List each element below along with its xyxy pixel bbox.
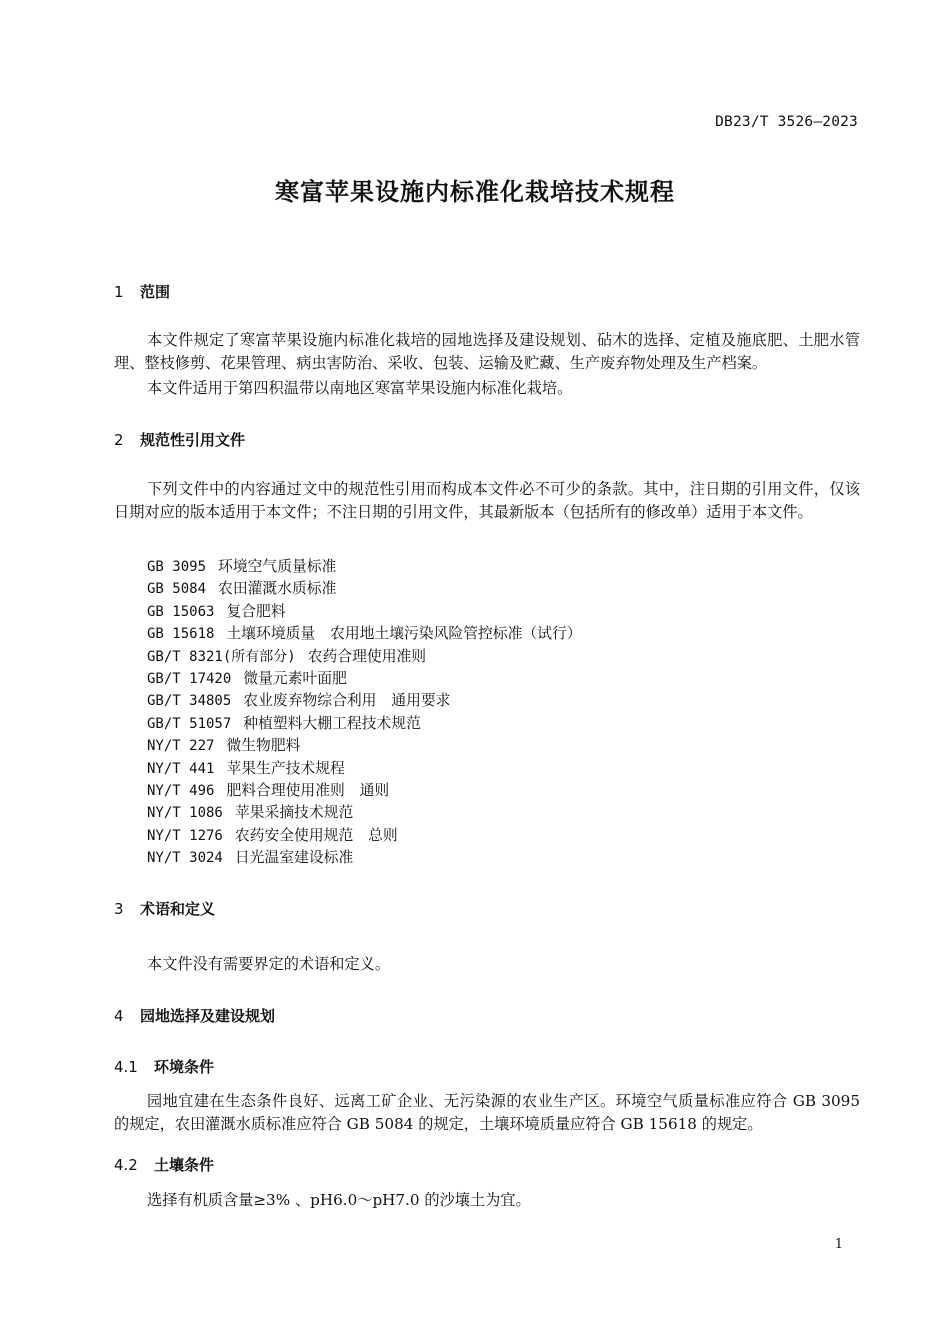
reference-item <box>147 802 582 824</box>
section-2-heading <box>114 429 245 450</box>
reference-item <box>147 578 582 600</box>
document-title: 寒富苹果设施内标准化栽培技术规程 <box>275 178 675 206</box>
reference-name: 土壤环境质量 农用地土壤污染风险管控标准（试行） <box>226 625 582 643</box>
reference-item <box>147 668 582 690</box>
reference-code: NY/T 1276 <box>147 827 223 844</box>
section-title: 规范性引用文件 <box>140 431 246 449</box>
section-3-paragraph-1: 本文件没有需要界定的术语和定义。 <box>147 955 390 973</box>
reference-code: GB/T 17420 <box>147 671 232 688</box>
reference-name: 微生物肥料 <box>226 737 301 755</box>
reference-name: 农田灌溉水质标准 <box>218 580 337 598</box>
reference-item <box>147 713 582 735</box>
reference-code: GB/T 51057 <box>147 715 232 732</box>
section-4-1-heading <box>114 1056 214 1077</box>
section-2-paragraph-1: 下列文件中的内容通过文中的规范性引用而构成本文件必不可少的条款。其中，注日期的引用文件，仅该日期对应的版本适用于本文件；不注日期的引用文件，其最新版本（包括所有的修改单）适用于本文件。 <box>114 480 860 521</box>
section-number: 4 <box>114 1007 124 1025</box>
reference-code: GB/T 34805 <box>147 693 232 710</box>
section-1-paragraph-1: 本文件规定了寒富苹果设施内标准化栽培的园地选择及建设规划、砧木的选择、定植及施底肥、土肥水管理、整枝修剪、花果管理、病虫害防治、采收、包装、运输及贮藏、生产废弃物处理及生产档案。 <box>114 331 860 372</box>
reference-name: 农药合理使用准则 <box>307 647 427 665</box>
section-number: 3 <box>114 900 124 918</box>
reference-code: NY/T 496 <box>147 783 215 800</box>
reference-name: 日光温室建设标准 <box>234 849 354 867</box>
page-number: 1 <box>834 1237 843 1252</box>
section-1-heading <box>114 281 170 302</box>
reference-name: 农业废弃物综合利用 通用要求 <box>243 692 451 710</box>
reference-name: 种植塑料大棚工程技术规范 <box>243 714 421 732</box>
reference-item <box>147 623 582 645</box>
section-number: 4.1 <box>114 1058 138 1076</box>
reference-item <box>147 556 582 578</box>
reference-item <box>147 646 582 668</box>
reference-code: GB/T 8321(所有部分) <box>147 648 296 665</box>
section-3-heading <box>114 898 215 919</box>
reference-name: 苹果生产技术规程 <box>226 759 345 777</box>
reference-code: GB 3095 <box>147 559 207 575</box>
section-number: 2 <box>114 431 124 449</box>
reference-code: GB 5084 <box>147 581 207 598</box>
section-title: 土壤条件 <box>154 1156 215 1174</box>
section-4-heading <box>114 1005 275 1026</box>
standard-id: DB23/T 3526—2023 <box>715 114 858 130</box>
reference-code: NY/T 227 <box>147 738 215 755</box>
section-title: 范围 <box>140 283 171 301</box>
reference-name: 环境空气质量标准 <box>218 558 337 575</box>
reference-item <box>147 690 582 712</box>
section-title: 环境条件 <box>154 1058 215 1076</box>
reference-code: NY/T 1086 <box>147 805 223 822</box>
reference-item <box>147 825 582 847</box>
reference-code: NY/T 441 <box>147 760 215 777</box>
reference-code: NY/T 3024 <box>147 850 223 867</box>
normative-references-list <box>147 556 582 870</box>
reference-name: 微量元素叶面肥 <box>243 670 347 688</box>
reference-code: GB 15618 <box>147 626 215 643</box>
section-1-paragraph-2: 本文件适用于第四积温带以南地区寒富苹果设施内标准化栽培。 <box>147 379 573 397</box>
section-number: 4.2 <box>114 1156 138 1174</box>
section-4-1-paragraph-1: 园地宜建在生态条件良好、远离工矿企业、无污染源的农业生产区。环境空气质量标准应符合 GB 3095 的规定，农田灌溉水质标准应符合 GB 5084 的规定，土壤环境质量应符合 GB 15618 的规定。 <box>114 1092 860 1133</box>
section-title: 术语和定义 <box>140 900 216 918</box>
section-4-2-heading <box>114 1154 214 1175</box>
section-number: 1 <box>114 283 124 301</box>
reference-name: 苹果采摘技术规范 <box>234 804 354 822</box>
reference-item <box>147 847 582 869</box>
reference-item <box>147 735 582 757</box>
reference-item <box>147 780 582 802</box>
section-title: 园地选择及建设规划 <box>140 1007 276 1025</box>
reference-item <box>147 758 582 780</box>
section-4-2-paragraph-1: 选择有机质含量≥3% 、pH6.0～pH7.0 的沙壤土为宜。 <box>147 1191 531 1209</box>
reference-name: 农药安全使用规范 总则 <box>234 826 398 844</box>
reference-name: 肥料合理使用准则 通则 <box>226 782 390 800</box>
reference-item <box>147 601 582 623</box>
reference-name: 复合肥料 <box>226 602 286 620</box>
reference-code: GB 15063 <box>147 603 215 620</box>
